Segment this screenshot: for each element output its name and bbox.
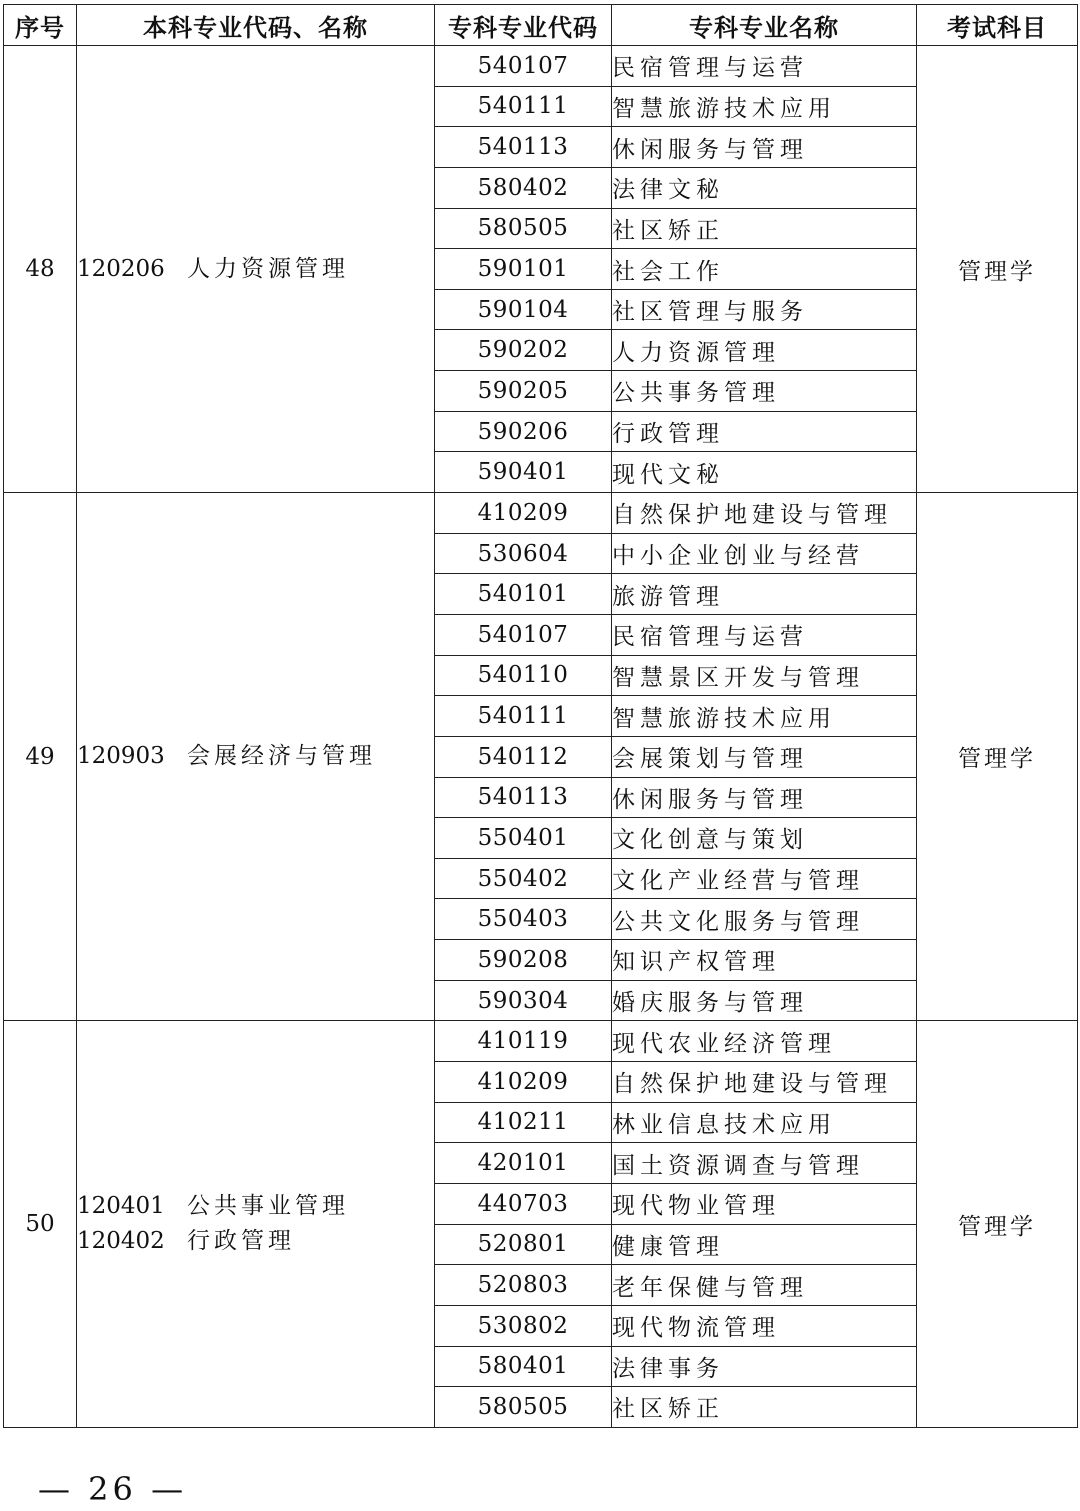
header-exam: 考试科目 [917, 5, 1078, 46]
seq-cell: 48 [4, 46, 77, 493]
college-code-cell: 540110 [435, 655, 612, 696]
college-name-cell: 公共事务管理 [612, 371, 917, 412]
college-code-cell: 580505 [435, 1387, 612, 1428]
college-code-cell: 590208 [435, 940, 612, 981]
undergrad-code: 120401 [77, 1193, 165, 1220]
header-row [4, 5, 1078, 46]
college-name-cell: 旅游管理 [612, 574, 917, 615]
college-name-cell: 知识产权管理 [612, 940, 917, 981]
college-code-cell: 530604 [435, 533, 612, 574]
college-code-cell: 420101 [435, 1143, 612, 1184]
college-name-cell: 民宿管理与运营 [612, 614, 917, 655]
college-name-cell: 法律文秘 [612, 167, 917, 208]
college-name-cell: 自然保护地建设与管理 [612, 493, 917, 534]
college-name-cell: 智慧旅游技术应用 [612, 86, 917, 127]
college-name-cell: 现代物业管理 [612, 1183, 917, 1224]
college-code-cell: 540113 [435, 777, 612, 818]
undergrad-code: 120206 [77, 255, 165, 282]
college-code-cell: 590401 [435, 452, 612, 493]
college-code-cell: 580402 [435, 167, 612, 208]
college-code-cell: 540111 [435, 86, 612, 127]
undergrad-code: 120903 [77, 743, 165, 770]
exam-subject-cell: 管理学 [917, 493, 1078, 1021]
college-code-cell: 540107 [435, 46, 612, 87]
college-code-cell: 530802 [435, 1305, 612, 1346]
college-code-cell: 590205 [435, 371, 612, 412]
undergrad-name: 公共事业管理 [187, 1193, 349, 1220]
college-name-cell: 老年保健与管理 [612, 1265, 917, 1306]
college-code-cell: 590206 [435, 411, 612, 452]
header-name: 专科专业名称 [612, 5, 917, 46]
undergrad-major [77, 1189, 434, 1224]
college-name-cell: 智慧旅游技术应用 [612, 696, 917, 737]
undergrad-name: 人力资源管理 [187, 255, 349, 282]
college-name-cell: 文化创意与策划 [612, 818, 917, 859]
college-code-cell: 590101 [435, 249, 612, 290]
college-name-cell: 民宿管理与运营 [612, 46, 917, 87]
college-name-cell: 自然保护地建设与管理 [612, 1062, 917, 1103]
college-code-cell: 550401 [435, 818, 612, 859]
college-code-cell: 590104 [435, 289, 612, 330]
college-name-cell: 社区管理与服务 [612, 289, 917, 330]
header-undergrad: 本科专业代码、名称 [77, 5, 435, 46]
college-code-cell: 580401 [435, 1346, 612, 1387]
undergrad-cell [77, 493, 435, 1021]
table-row [4, 1021, 1078, 1062]
undergrad-cell [77, 46, 435, 493]
college-code-cell: 410211 [435, 1102, 612, 1143]
college-code-cell: 440703 [435, 1183, 612, 1224]
undergrad-name: 会展经济与管理 [187, 743, 376, 770]
college-code-cell: 410209 [435, 1062, 612, 1103]
college-name-cell: 会展策划与管理 [612, 736, 917, 777]
college-name-cell: 法律事务 [612, 1346, 917, 1387]
seq-cell: 49 [4, 493, 77, 1021]
college-code-cell: 540112 [435, 736, 612, 777]
table-row [4, 493, 1078, 534]
college-code-cell: 540113 [435, 127, 612, 168]
college-code-cell: 540111 [435, 696, 612, 737]
college-name-cell: 社区矫正 [612, 1387, 917, 1428]
college-name-cell: 休闲服务与管理 [612, 777, 917, 818]
college-name-cell: 人力资源管理 [612, 330, 917, 371]
major-table [3, 4, 1078, 1428]
college-code-cell: 520801 [435, 1224, 612, 1265]
college-code-cell: 540101 [435, 574, 612, 615]
undergrad-major [77, 1224, 434, 1259]
college-name-cell: 健康管理 [612, 1224, 917, 1265]
table-row [4, 46, 1078, 87]
undergrad-major [77, 739, 434, 774]
undergrad-major [77, 252, 434, 287]
college-name-cell: 文化产业经营与管理 [612, 858, 917, 899]
college-code-cell: 590202 [435, 330, 612, 371]
college-name-cell: 林业信息技术应用 [612, 1102, 917, 1143]
college-code-cell: 590304 [435, 980, 612, 1021]
college-name-cell: 智慧景区开发与管理 [612, 655, 917, 696]
college-name-cell: 社会工作 [612, 249, 917, 290]
header-code: 专科专业代码 [435, 5, 612, 46]
college-code-cell: 540107 [435, 614, 612, 655]
college-name-cell: 中小企业创业与经营 [612, 533, 917, 574]
undergrad-code: 120402 [77, 1228, 165, 1255]
college-name-cell: 休闲服务与管理 [612, 127, 917, 168]
college-code-cell: 410209 [435, 493, 612, 534]
college-code-cell: 550403 [435, 899, 612, 940]
college-name-cell: 社区矫正 [612, 208, 917, 249]
college-code-cell: 520803 [435, 1265, 612, 1306]
exam-subject-cell: 管理学 [917, 1021, 1078, 1427]
college-code-cell: 550402 [435, 858, 612, 899]
college-name-cell: 现代农业经济管理 [612, 1021, 917, 1062]
college-name-cell: 婚庆服务与管理 [612, 980, 917, 1021]
header-seq: 序号 [4, 5, 77, 46]
college-name-cell: 公共文化服务与管理 [612, 899, 917, 940]
seq-cell: 50 [4, 1021, 77, 1427]
exam-subject-cell: 管理学 [917, 46, 1078, 493]
table-body [4, 46, 1078, 1428]
college-code-cell: 580505 [435, 208, 612, 249]
college-name-cell: 现代文秘 [612, 452, 917, 493]
college-name-cell: 现代物流管理 [612, 1305, 917, 1346]
college-code-cell: 410119 [435, 1021, 612, 1062]
page-number: — 26 — [38, 1470, 188, 1508]
college-name-cell: 国土资源调查与管理 [612, 1143, 917, 1184]
undergrad-cell [77, 1021, 435, 1427]
undergrad-name: 行政管理 [187, 1228, 295, 1255]
college-name-cell: 行政管理 [612, 411, 917, 452]
